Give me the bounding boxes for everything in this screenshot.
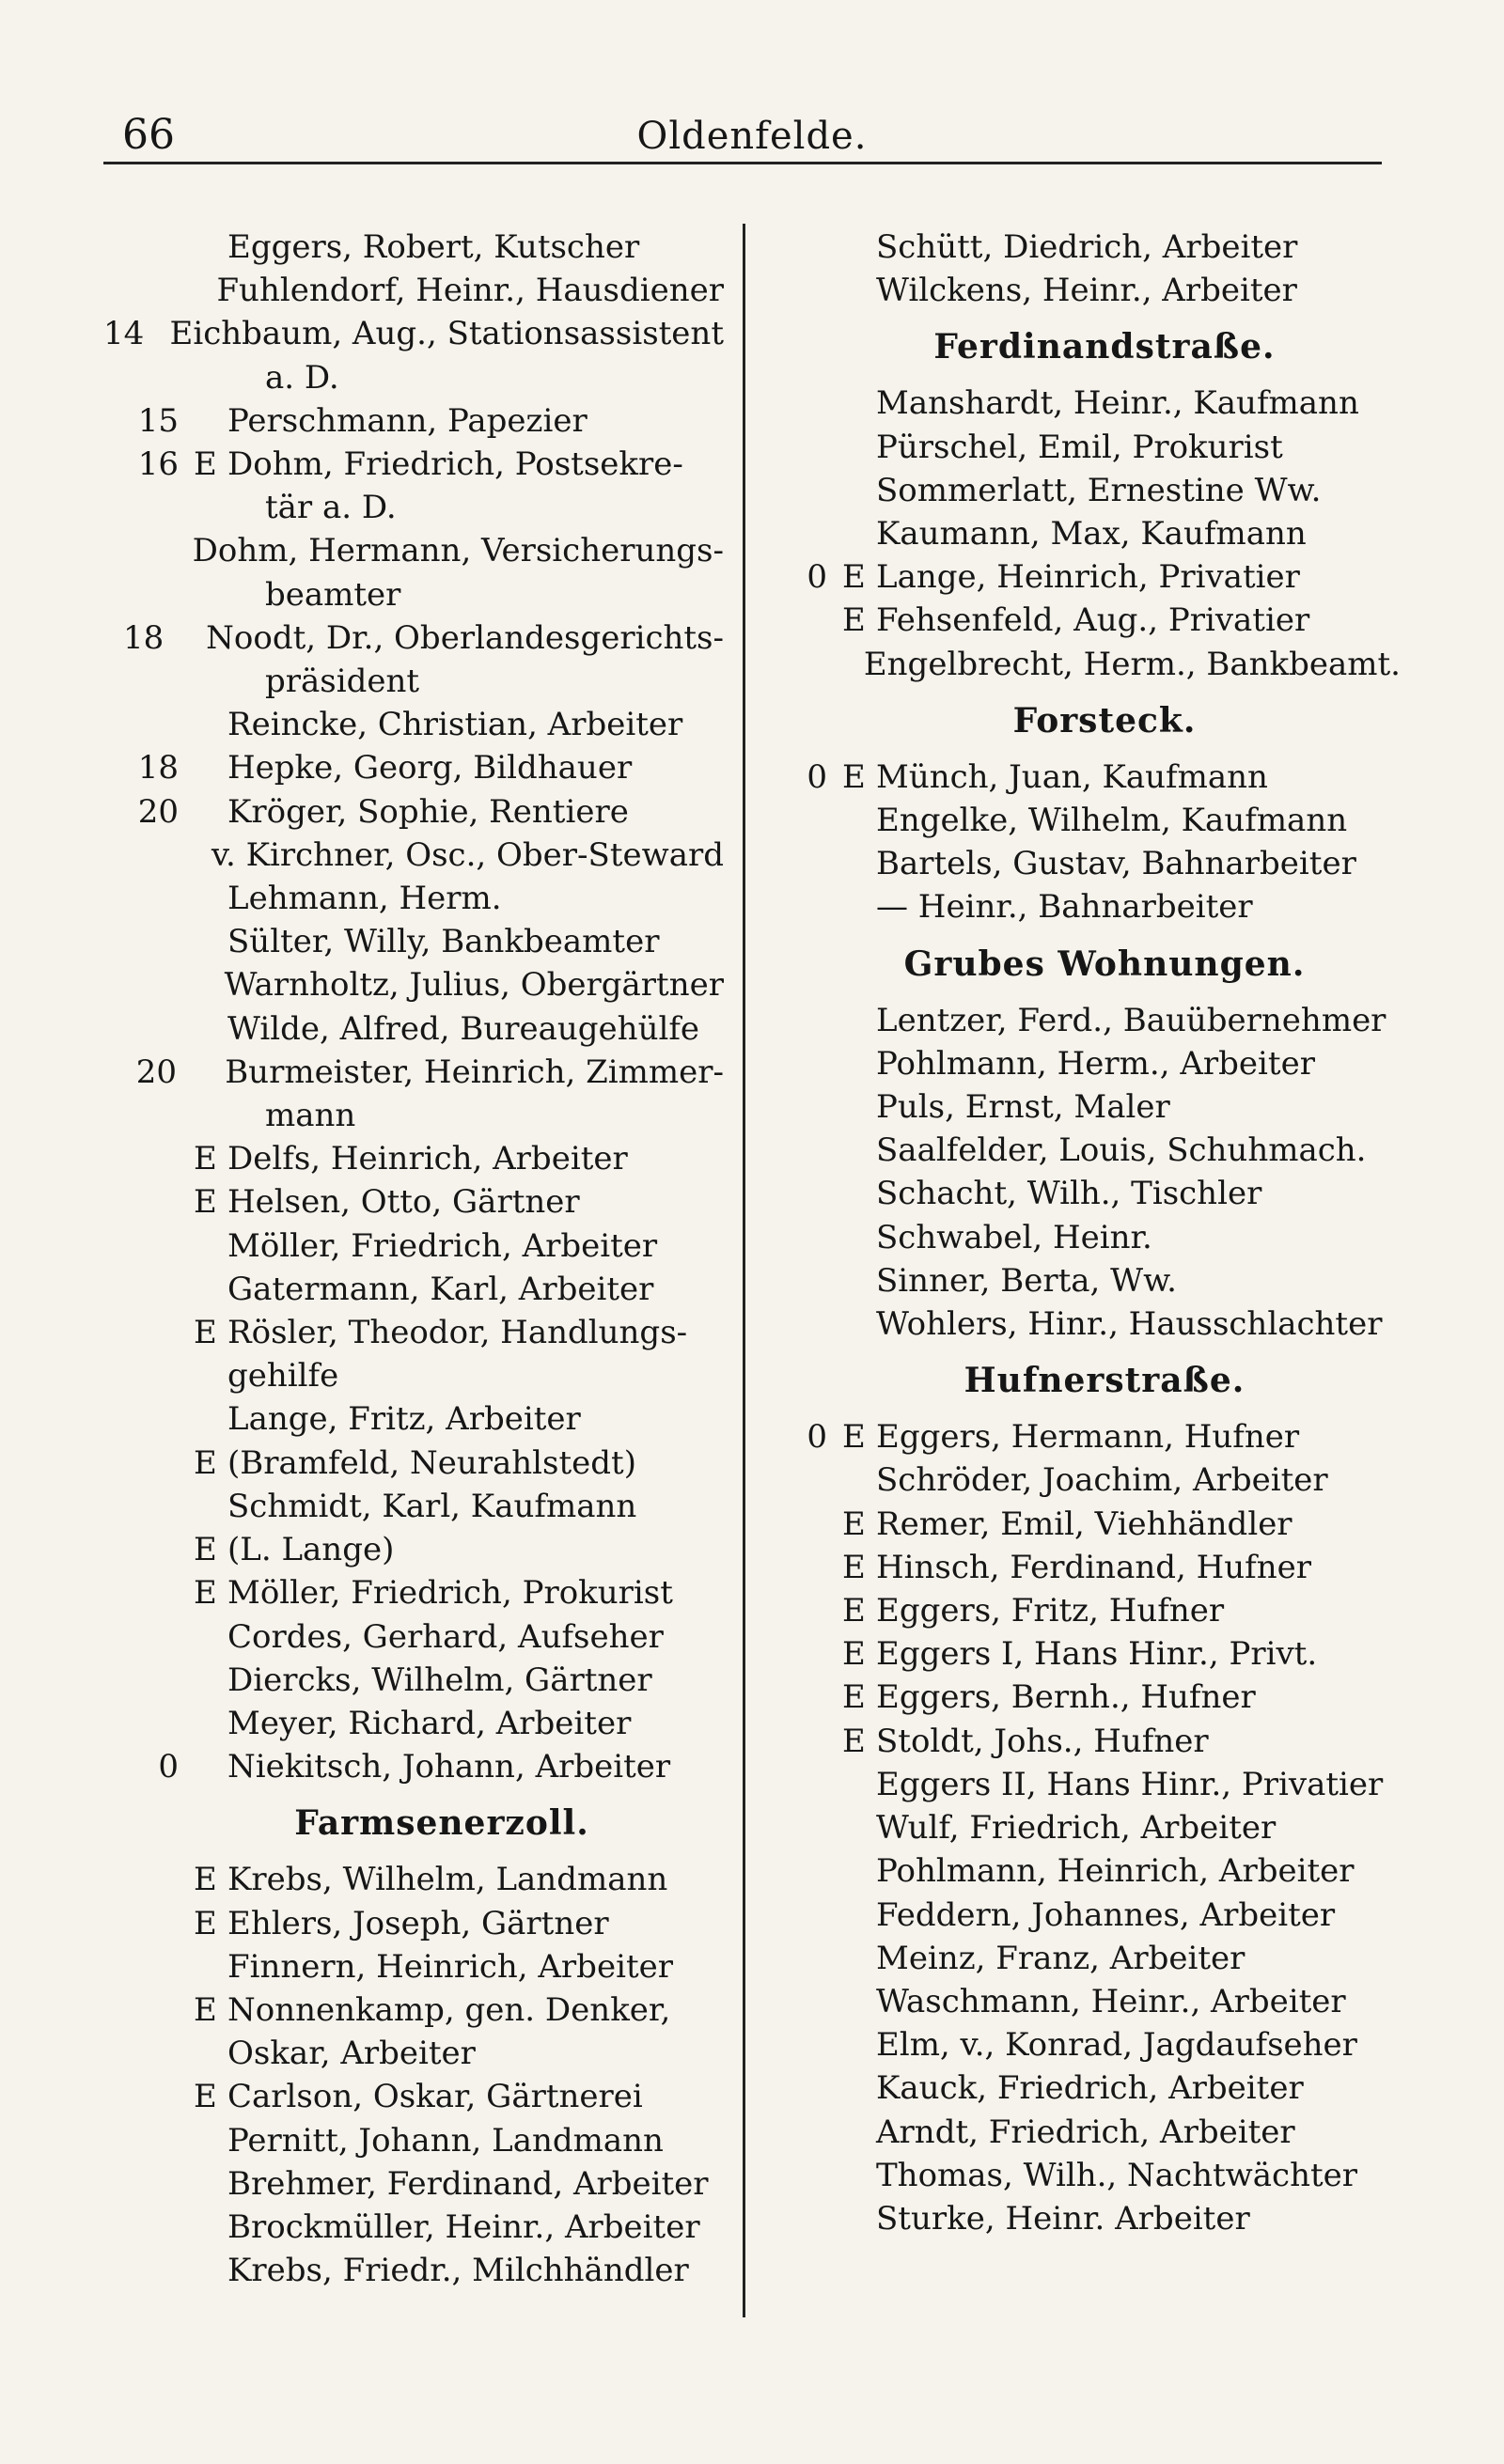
resident-entry <box>790 599 1401 642</box>
resident-entry <box>790 1589 1401 1632</box>
resident-name: Delfs, Heinrich, Arbeiter <box>227 1140 628 1178</box>
resident-entry <box>790 1632 1401 1676</box>
resident-entry <box>790 885 1401 928</box>
resident-name: Brehmer, Ferdinand, Arbeiter <box>227 2164 709 2203</box>
resident-name: Eggers I, Hans Hinr., Privt. <box>876 1635 1318 1674</box>
owner-mark: E <box>842 1722 866 1760</box>
resident-name: Feddern, Johannes, Arbeiter <box>876 1895 1336 1934</box>
resident-entry <box>790 1259 1401 1302</box>
resident-name: Thomas, Wilh., Nachtwächter <box>876 2156 1358 2194</box>
resident-entry <box>103 1702 724 1745</box>
resident-name: Sturke, Heinr. Arbeiter <box>876 2199 1250 2238</box>
resident-name: Hinsch, Ferdinand, Hufner <box>876 1548 1312 1586</box>
resident-entry <box>790 1129 1401 1172</box>
resident-entry <box>103 1051 724 1094</box>
resident-entry <box>103 269 724 312</box>
resident-name: (L. Lange) <box>227 1531 395 1569</box>
resident-name: Meinz, Franz, Arbeiter <box>876 1939 1246 1977</box>
resident-entry <box>790 226 1401 269</box>
resident-name: Möller, Friedrich, Prokurist <box>227 1574 673 1613</box>
resident-entry <box>790 1216 1401 1259</box>
resident-name: Schröder, Joachim, Arbeiter <box>876 1461 1328 1500</box>
resident-name: Münch, Juan, Kaufmann <box>876 757 1268 796</box>
right-column <box>790 226 1401 2240</box>
resident-name: gehilfe <box>227 1357 339 1396</box>
resident-name: präsident <box>265 663 420 701</box>
resident-entry <box>103 1945 724 1988</box>
house-number: 16 <box>137 445 179 484</box>
resident-entry <box>103 2075 724 2118</box>
resident-name: Gatermann, Karl, Arbeiter <box>227 1270 654 1308</box>
resident-name: Cordes, Gerhard, Aufseher <box>227 1617 664 1656</box>
resident-name: Eggers, Hermann, Hufner <box>876 1418 1300 1457</box>
resident-entry <box>103 703 724 746</box>
owner-mark: E <box>194 1443 217 1482</box>
resident-name: Meyer, Richard, Arbeiter <box>227 1704 632 1742</box>
resident-name: Engelbrecht, Herm., Bankbeamt. <box>863 645 1401 683</box>
street-heading: Hufnerstraße. <box>964 1361 1246 1401</box>
resident-name: Krebs, Friedr., Milchhändler <box>227 2252 689 2290</box>
resident-name: Warnholtz, Julius, Obergärtner <box>224 966 724 1005</box>
header-rule <box>103 162 1382 164</box>
resident-name: Möller, Friedrich, Arbeiter <box>227 1226 658 1265</box>
resident-entry <box>790 382 1401 425</box>
resident-entry <box>790 1894 1401 1937</box>
resident-name: Pohlmann, Heinrich, Arbeiter <box>876 1852 1355 1891</box>
entry-continuation <box>103 573 724 616</box>
house-number: 0 <box>807 1418 827 1457</box>
resident-name: Arndt, Friedrich, Arbeiter <box>876 2113 1295 2151</box>
resident-name: beamter <box>265 575 401 614</box>
entry-continuation <box>103 1094 724 1137</box>
resident-name: Eggers II, Hans Hinr., Privatier <box>876 1765 1384 1803</box>
page-number: 66 <box>122 111 175 159</box>
resident-entry <box>103 2249 724 2292</box>
resident-name: Perschmann, Papezier <box>227 401 588 440</box>
resident-name: Rösler, Theodor, Handlungs- <box>227 1314 688 1352</box>
resident-name: Fuhlendorf, Heinr., Hausdiener <box>216 272 724 310</box>
owner-mark: E <box>194 1861 217 1899</box>
resident-name: Lentzer, Ferd., Bauübernehmer <box>876 1001 1386 1039</box>
resident-entry <box>103 2032 724 2075</box>
house-number: 20 <box>135 1053 178 1091</box>
house-number: 15 <box>137 401 179 440</box>
street-heading: Farmsenerzoll. <box>294 1803 589 1844</box>
resident-name: Lange, Fritz, Arbeiter <box>227 1400 581 1439</box>
owner-mark: E <box>194 1574 217 1613</box>
resident-entry <box>790 842 1401 885</box>
resident-entry <box>103 746 724 789</box>
owner-mark: E <box>842 558 866 597</box>
resident-name: Noodt, Dr., Oberlandesgerichts- <box>206 618 724 657</box>
resident-entry <box>790 643 1401 686</box>
resident-name: Diercks, Wilhelm, Gärtner <box>227 1661 652 1699</box>
resident-name: Burmeister, Heinrich, Zimmer- <box>225 1053 724 1091</box>
owner-mark: E <box>842 1678 866 1717</box>
owner-mark: E <box>842 1635 866 1674</box>
resident-entry <box>790 1503 1401 1546</box>
resident-entry <box>103 1745 724 1788</box>
entry-continuation <box>103 486 724 529</box>
resident-entry <box>103 920 724 963</box>
resident-name: — Heinr., Bahnarbeiter <box>876 888 1253 927</box>
owner-mark: E <box>194 1990 217 2029</box>
resident-name: Krebs, Wilhelm, Landmann <box>227 1861 668 1899</box>
resident-entry <box>790 1980 1401 2023</box>
resident-entry <box>103 2162 724 2206</box>
resident-name: Brockmüller, Heinr., Arbeiter <box>227 2207 700 2246</box>
resident-entry <box>103 1137 724 1180</box>
resident-name: Eggers, Fritz, Hufner <box>876 1592 1225 1630</box>
resident-entry <box>790 756 1401 799</box>
resident-name: Manshardt, Heinr., Kaufmann <box>876 384 1359 423</box>
resident-name: Helsen, Otto, Gärtner <box>227 1183 580 1222</box>
resident-entry <box>790 1302 1401 1346</box>
resident-name: Dohm, Hermann, Versicherungs- <box>192 532 724 570</box>
resident-name: Wohlers, Hinr., Hausschlachter <box>876 1305 1383 1344</box>
owner-mark: E <box>842 757 866 796</box>
column-divider <box>743 224 745 2317</box>
resident-name: tär a. D. <box>265 489 397 527</box>
resident-name: Schütt, Diedrich, Arbeiter <box>876 228 1298 266</box>
resident-name: Wulf, Friedrich, Arbeiter <box>876 1809 1277 1848</box>
resident-entry <box>103 1224 724 1268</box>
resident-entry <box>103 1007 724 1051</box>
resident-name: mann <box>265 1097 356 1135</box>
resident-name: Stoldt, Johs., Hufner <box>876 1722 1209 1760</box>
resident-name: Sommerlatt, Ernestine Ww. <box>876 471 1322 509</box>
house-number: 20 <box>137 792 179 831</box>
resident-entry <box>790 1676 1401 1719</box>
resident-entry <box>790 2197 1401 2240</box>
owner-mark: E <box>842 1418 866 1457</box>
resident-name: Carlson, Oskar, Gärtnerei <box>227 2078 643 2116</box>
resident-name: Lange, Heinrich, Privatier <box>876 558 1300 597</box>
resident-name: Hepke, Georg, Bildhauer <box>227 749 633 788</box>
resident-entry <box>790 1806 1401 1849</box>
resident-name: Elm, v., Konrad, Jagdaufseher <box>876 2026 1357 2065</box>
resident-name: a. D. <box>265 358 339 397</box>
resident-entry <box>103 2119 724 2162</box>
entry-continuation <box>103 660 724 703</box>
resident-entry <box>103 616 724 660</box>
resident-name: Pernitt, Johann, Landmann <box>227 2121 664 2160</box>
owner-mark: E <box>194 1140 217 1178</box>
resident-entry <box>790 269 1401 312</box>
resident-entry <box>103 790 724 834</box>
resident-entry <box>790 2023 1401 2066</box>
resident-entry <box>790 1849 1401 1893</box>
resident-entry <box>103 1858 724 1901</box>
resident-entry <box>103 312 724 355</box>
owner-mark: E <box>194 1183 217 1222</box>
resident-name: Lehmann, Herm. <box>227 880 502 918</box>
owner-mark: E <box>842 1505 866 1543</box>
resident-entry <box>103 1268 724 1311</box>
resident-name: Ehlers, Joseph, Gärtner <box>227 1904 609 1942</box>
resident-entry <box>790 426 1401 469</box>
resident-name: Sinner, Berta, Ww. <box>876 1261 1177 1300</box>
owner-mark: E <box>842 1592 866 1630</box>
resident-entry <box>790 999 1401 1042</box>
resident-entry <box>790 799 1401 842</box>
resident-entry <box>103 1180 724 1224</box>
resident-name: Kröger, Sophie, Rentiere <box>227 792 629 831</box>
resident-entry <box>103 1311 724 1354</box>
resident-entry <box>790 1042 1401 1085</box>
resident-entry <box>790 555 1401 599</box>
resident-entry <box>790 469 1401 512</box>
running-head: Oldenfelde. <box>636 115 868 158</box>
resident-name: Pohlmann, Herm., Arbeiter <box>876 1044 1315 1083</box>
resident-entry <box>790 2066 1401 2110</box>
resident-entry <box>103 1485 724 1528</box>
resident-entry <box>103 834 724 877</box>
owner-mark: E <box>194 1531 217 1569</box>
resident-entry <box>103 1615 724 1659</box>
resident-entry <box>790 1458 1401 1502</box>
resident-entry <box>790 1763 1401 1806</box>
resident-name: Remer, Emil, Viehhändler <box>876 1505 1292 1543</box>
owner-mark: E <box>194 2078 217 2116</box>
resident-name: Kaumann, Max, Kaufmann <box>876 515 1307 554</box>
resident-entry <box>790 1546 1401 1589</box>
resident-name: v. Kirchner, Osc., Ober-Steward <box>211 835 724 874</box>
resident-entry <box>103 1397 724 1441</box>
street-heading: Forsteck. <box>1012 700 1197 741</box>
house-number: 0 <box>158 1748 179 1786</box>
street-heading: Ferdinandstraße. <box>933 327 1276 367</box>
resident-name: Schacht, Wilh., Tischler <box>876 1175 1262 1213</box>
resident-name: Sülter, Willy, Bankbeamter <box>227 923 660 961</box>
resident-entry <box>103 963 724 1006</box>
resident-entry <box>103 1528 724 1571</box>
resident-entry <box>103 1659 724 1702</box>
resident-entry <box>790 1720 1401 1763</box>
resident-entry <box>103 2206 724 2249</box>
left-column <box>103 226 724 2292</box>
resident-name: Dohm, Friedrich, Postsekre- <box>227 445 683 484</box>
resident-name: Eggers, Robert, Kutscher <box>227 228 640 266</box>
owner-mark: E <box>194 445 217 484</box>
resident-entry <box>790 512 1401 555</box>
resident-name: Wilde, Alfred, Bureaugehülfe <box>227 1009 700 1048</box>
resident-name: Schwabel, Heinr. <box>876 1218 1152 1256</box>
resident-name: Kauck, Friedrich, Arbeiter <box>876 2069 1304 2108</box>
owner-mark: E <box>842 601 866 640</box>
resident-name: Eichbaum, Aug., Stationsassistent <box>169 315 724 353</box>
resident-name: Eggers, Bernh., Hufner <box>876 1678 1256 1717</box>
resident-entry <box>790 1937 1401 1980</box>
resident-entry <box>790 2111 1401 2154</box>
resident-name: Fehsenfeld, Aug., Privatier <box>876 601 1310 640</box>
resident-name: Saalfelder, Louis, Schuhmach. <box>876 1131 1367 1170</box>
resident-name: Pürschel, Emil, Prokurist <box>876 428 1283 466</box>
resident-entry <box>103 226 724 269</box>
house-number: 0 <box>807 558 827 597</box>
resident-entry <box>103 399 724 443</box>
resident-name: Bartels, Gustav, Bahnarbeiter <box>876 845 1356 883</box>
house-number: 18 <box>122 618 164 657</box>
resident-entry <box>103 529 724 572</box>
owner-mark: E <box>194 1904 217 1942</box>
resident-name: Engelke, Wilhelm, Kaufmann <box>876 802 1348 840</box>
resident-entry <box>790 1415 1401 1458</box>
resident-name: Wilckens, Heinr., Arbeiter <box>876 272 1297 310</box>
house-number: 14 <box>103 315 145 353</box>
resident-entry <box>103 1354 724 1397</box>
street-heading: Grubes Wohnungen. <box>903 943 1306 984</box>
resident-entry <box>790 1172 1401 1215</box>
resident-entry <box>103 877 724 920</box>
house-number: 18 <box>137 749 179 788</box>
resident-name: Niekitsch, Johann, Arbeiter <box>227 1748 671 1786</box>
resident-entry <box>103 1442 724 1485</box>
resident-name: Puls, Ernst, Maler <box>876 1088 1170 1127</box>
resident-entry <box>103 1902 724 1945</box>
resident-name: Reincke, Christian, Arbeiter <box>227 706 683 744</box>
resident-entry <box>103 1571 724 1614</box>
entry-continuation <box>103 356 724 399</box>
resident-entry <box>790 2154 1401 2197</box>
resident-name: Nonnenkamp, gen. Denker, <box>227 1990 671 2029</box>
owner-mark: E <box>194 1314 217 1352</box>
resident-entry <box>103 1988 724 2032</box>
resident-entry <box>790 1085 1401 1129</box>
resident-entry <box>103 443 724 486</box>
owner-mark: E <box>842 1548 866 1586</box>
resident-name: Waschmann, Heinr., Arbeiter <box>876 1982 1346 2020</box>
resident-name: Oskar, Arbeiter <box>227 2035 476 2073</box>
resident-name: (Bramfeld, Neurahlstedt) <box>227 1443 636 1482</box>
resident-name: Schmidt, Karl, Kaufmann <box>227 1487 637 1525</box>
house-number: 0 <box>807 757 827 796</box>
resident-name: Finnern, Heinrich, Arbeiter <box>227 1947 673 1986</box>
